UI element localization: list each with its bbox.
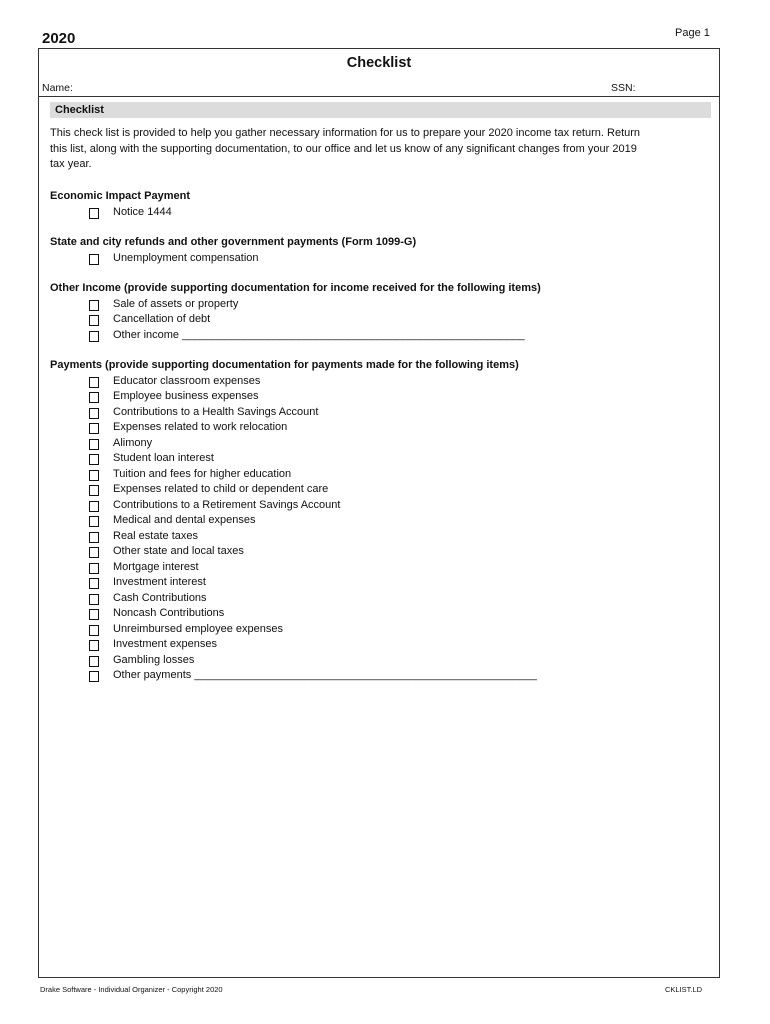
checklist-group (50, 281, 690, 343)
checklist-item (50, 467, 690, 483)
item-label: Other income ________________________________________________________ (113, 328, 525, 341)
checklist-item (50, 251, 690, 267)
item-label: Sale of assets or property (113, 297, 239, 310)
checklist-item (50, 205, 690, 221)
checklist-group (50, 235, 690, 266)
checklist-item (50, 436, 690, 452)
item-label: Investment expenses (113, 638, 217, 650)
checklist-item (50, 544, 690, 560)
item-label: Alimony (113, 436, 153, 449)
checkbox[interactable] (89, 578, 99, 589)
item-label: Educator classroom expenses (113, 374, 261, 387)
item-label: Expenses related to child or dependent care (113, 483, 329, 495)
checklist-item (50, 513, 690, 529)
checklist-item (50, 668, 690, 684)
group-heading: Economic Impact Payment (50, 190, 190, 202)
item-label: Tuition and fees for higher education (113, 467, 292, 480)
item-label: Real estate taxes (113, 529, 198, 542)
item-label: Noncash Contributions (113, 607, 225, 619)
item-label: Cash Contributions (113, 591, 207, 604)
checkbox[interactable] (89, 470, 99, 481)
checkbox[interactable] (89, 300, 99, 311)
section-heading: Checklist (50, 102, 711, 118)
item-label: Unreimbursed employee expenses (113, 622, 283, 635)
checkbox[interactable] (89, 516, 99, 527)
checkbox[interactable] (89, 392, 99, 403)
checklist-item (50, 591, 690, 607)
checkbox[interactable] (89, 640, 99, 651)
footer-form-code: CKLIST.LD (665, 985, 703, 994)
name-ssn-row (39, 79, 719, 97)
checkbox[interactable] (89, 423, 99, 434)
checkbox[interactable] (89, 625, 99, 636)
page-number: Page 1 (675, 27, 710, 39)
checklist-item (50, 482, 690, 498)
item-label: Employee business expenses (113, 390, 259, 402)
name-label: Name: (42, 82, 73, 94)
ssn-label: SSN: (611, 82, 636, 94)
checkbox[interactable] (89, 439, 99, 450)
intro-line: tax year. (50, 158, 92, 170)
checkbox[interactable] (89, 377, 99, 388)
intro-line: this list, along with the supporting documentation, to our office and let us know of any significant changes from your 2019 (50, 142, 637, 155)
item-label: Cancellation of debt (113, 313, 211, 325)
checklist-item (50, 297, 690, 313)
checklist-item (50, 529, 690, 545)
footer-copyright: Drake Software - Individual Organizer - Copyright 2020 (40, 985, 223, 994)
form-title: Checklist (346, 55, 412, 71)
intro-text (50, 126, 670, 173)
item-label: Notice 1444 (113, 205, 172, 218)
group-heading: Payments (provide supporting documentation for payments made for the following items) (50, 359, 519, 371)
checklist-groups (50, 189, 690, 699)
checklist-item (50, 312, 690, 328)
checklist-item (50, 498, 690, 514)
checklist-item (50, 560, 690, 576)
checklist-item (50, 637, 690, 653)
item-label: Medical and dental expenses (113, 514, 256, 526)
tax-year: 2020 (42, 30, 76, 47)
intro-line: This check list is provided to help you gather necessary information for us to prepare your 2020 income tax return. Return (50, 127, 641, 139)
checklist-item (50, 405, 690, 421)
item-label: Unemployment compensation (113, 251, 259, 264)
item-label: Investment interest (113, 576, 206, 588)
checkbox[interactable] (89, 501, 99, 512)
checkbox[interactable] (89, 331, 99, 342)
checklist-item (50, 328, 690, 344)
checkbox[interactable] (89, 594, 99, 605)
checkbox[interactable] (89, 254, 99, 265)
checkbox[interactable] (89, 485, 99, 496)
checklist-item (50, 451, 690, 467)
group-heading: State and city refunds and other government payments (Form 1099-G) (50, 236, 417, 248)
checklist-form (38, 48, 720, 978)
item-label: Contributions to a Retirement Savings Account (113, 498, 341, 511)
checkbox[interactable] (89, 656, 99, 667)
checkbox[interactable] (89, 315, 99, 326)
item-label: Student loan interest (113, 452, 214, 464)
checkbox[interactable] (89, 609, 99, 620)
item-label: Gambling losses (113, 653, 195, 666)
checkbox[interactable] (89, 208, 99, 219)
checkbox[interactable] (89, 671, 99, 682)
checkbox[interactable] (89, 563, 99, 574)
group-heading: Other Income (provide supporting documentation for income received for the following items) (50, 282, 541, 294)
checkbox[interactable] (89, 532, 99, 543)
item-label: Mortgage interest (113, 560, 199, 573)
checklist-item (50, 622, 690, 638)
checklist-item (50, 606, 690, 622)
checklist-group (50, 358, 690, 684)
checklist-item (50, 420, 690, 436)
checklist-item (50, 575, 690, 591)
checklist-group (50, 189, 690, 220)
checklist-item (50, 374, 690, 390)
checklist-item (50, 653, 690, 669)
item-label: Expenses related to work relocation (113, 421, 288, 433)
checklist-item (50, 389, 690, 405)
checkbox[interactable] (89, 547, 99, 558)
checkbox[interactable] (89, 408, 99, 419)
item-label: Contributions to a Health Savings Account (113, 405, 319, 418)
item-label: Other state and local taxes (113, 545, 244, 557)
checkbox[interactable] (89, 454, 99, 465)
item-label: Other payments ________________________________________________________ (113, 669, 537, 681)
